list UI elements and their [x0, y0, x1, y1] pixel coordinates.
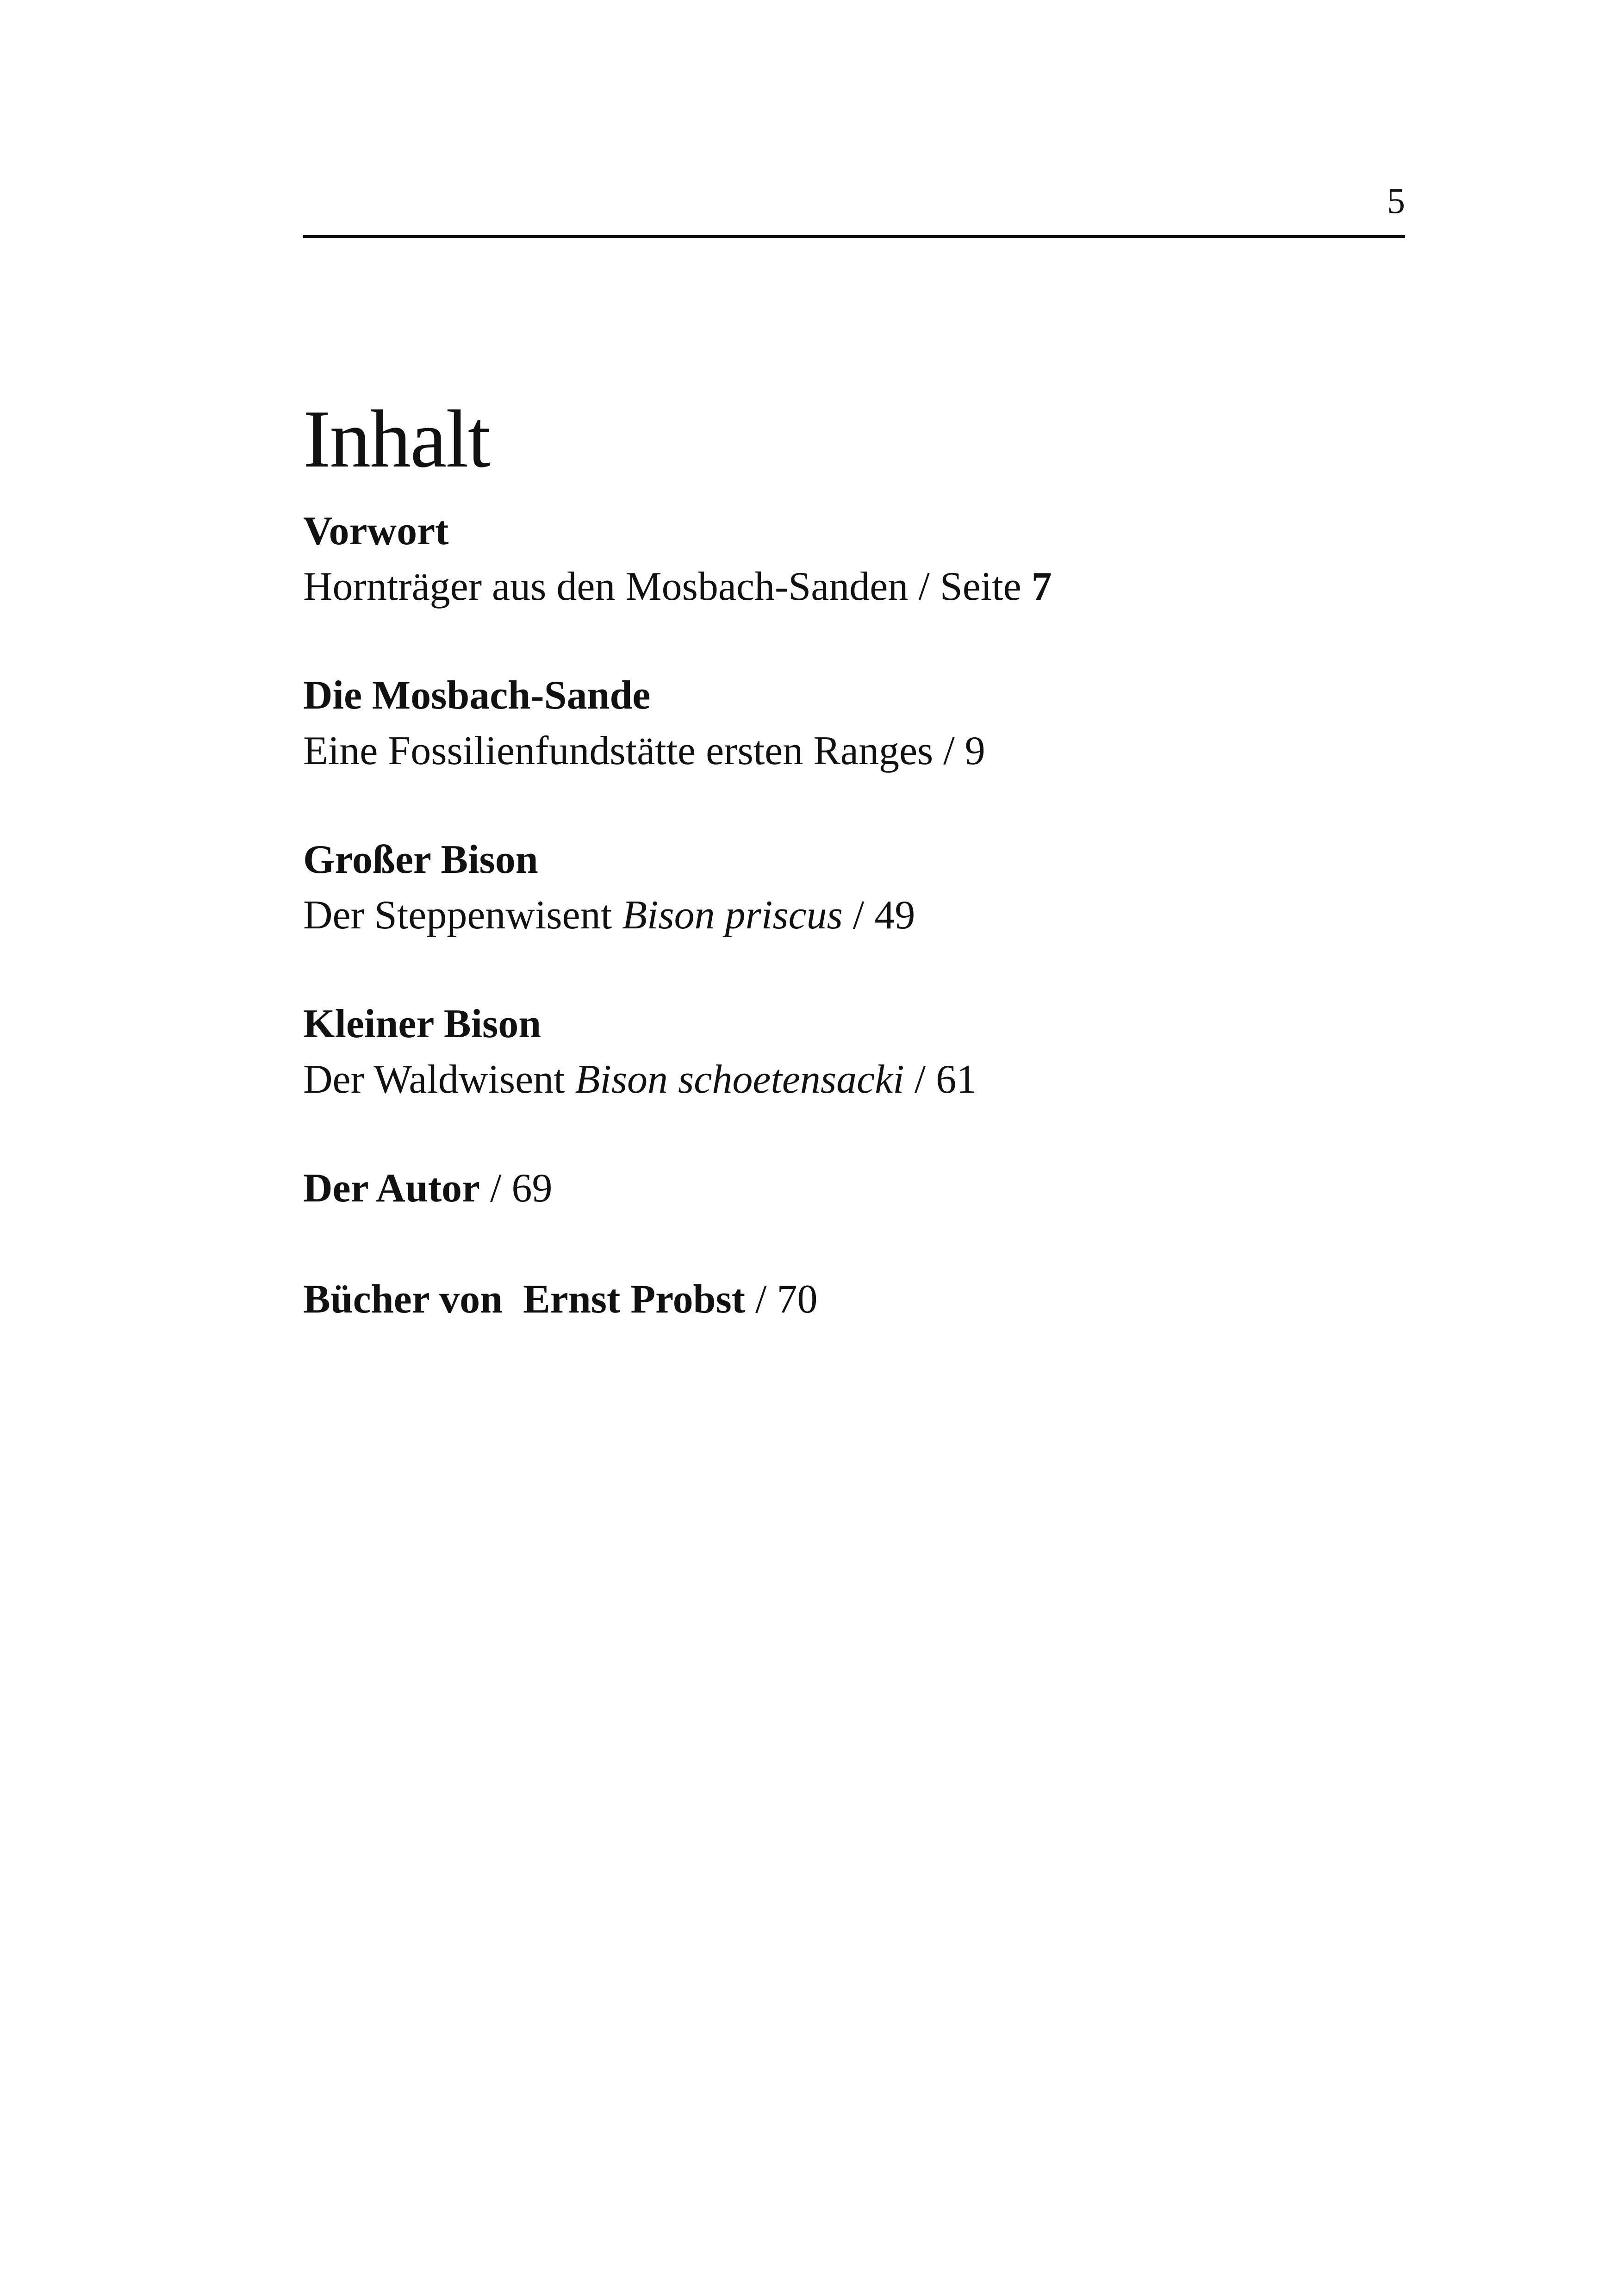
toc-entry-title: Kleiner Bison: [303, 1002, 541, 1046]
separator: /: [842, 893, 875, 938]
page-number: 5: [1387, 180, 1405, 221]
toc-entry-grosser-bison[interactable]: [303, 832, 1368, 943]
species-name: Bison schoetensacki: [575, 1057, 904, 1102]
toc-entry-subtitle: [303, 559, 1368, 615]
toc-entry-title: Vorwort: [303, 509, 449, 554]
page-reference: 9: [965, 728, 985, 773]
species-name: Bison priscus: [622, 893, 843, 938]
header-rule: [303, 235, 1405, 238]
toc-entry-mosbach-sande[interactable]: [303, 668, 1368, 779]
page-reference: 7: [1031, 564, 1052, 609]
toc-entry-line: [303, 1272, 1368, 1327]
subtitle-text: Der Steppenwisent: [303, 893, 622, 938]
toc-entry-line: [303, 1161, 1368, 1216]
page-reference: 69: [511, 1166, 553, 1211]
toc-entry-title: Die Mosbach-Sande: [303, 673, 651, 718]
page-reference: 70: [777, 1277, 818, 1322]
toc-entry-subtitle: [303, 723, 1368, 779]
toc-entry-kleiner-bison[interactable]: [303, 996, 1368, 1108]
toc-entry-subtitle: [303, 888, 1368, 943]
separator: / Seite: [908, 564, 1032, 609]
toc-entry-title: Großer Bison: [303, 837, 538, 882]
subtitle-text: Hornträger aus den Mosbach-Sanden: [303, 564, 909, 609]
page-reference: 49: [874, 893, 915, 938]
toc-entry-title: Bücher von Ernst Probst: [303, 1277, 746, 1322]
toc-entry-der-autor[interactable]: [303, 1161, 1368, 1216]
separator: /: [904, 1057, 936, 1102]
toc-entry-subtitle: [303, 1052, 1368, 1108]
page-reference: 61: [936, 1057, 977, 1102]
subtitle-text: Eine Fossilienfundstätte ersten Ranges: [303, 728, 933, 773]
separator: /: [933, 728, 965, 773]
page-title: Inhalt: [303, 393, 490, 485]
toc-entry-title: Der Autor: [303, 1166, 480, 1211]
separator: /: [745, 1277, 777, 1322]
toc-entry-vorwort[interactable]: [303, 504, 1368, 615]
subtitle-text: Der Waldwisent: [303, 1057, 575, 1102]
toc-entry-buecher[interactable]: [303, 1272, 1368, 1327]
table-of-contents: [303, 504, 1368, 1383]
separator: /: [480, 1166, 512, 1211]
